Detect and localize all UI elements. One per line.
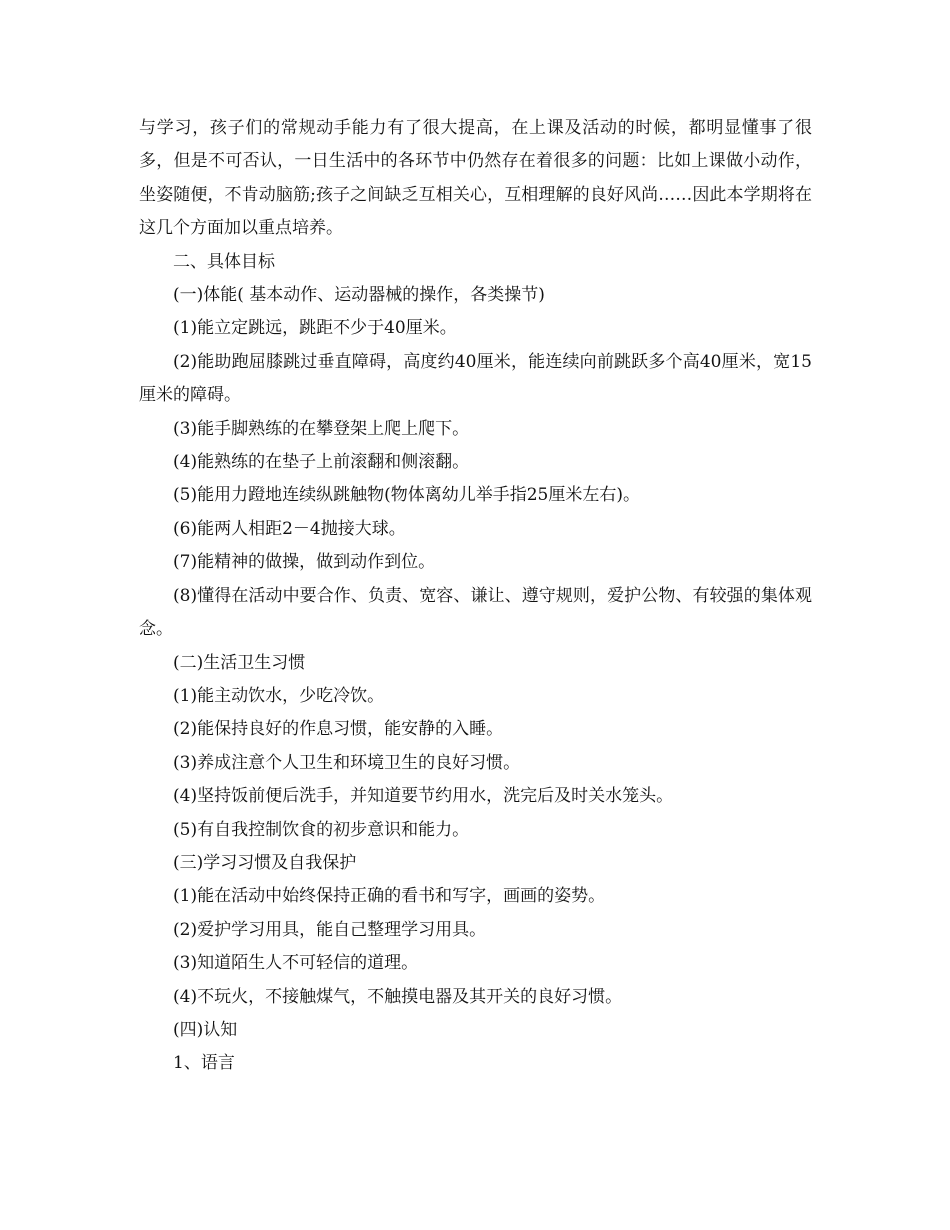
list-item: (3)知道陌生人不可轻信的道理。 [173, 953, 419, 974]
subsection-heading-hygiene: (二)生活卫生习惯 [173, 652, 306, 673]
subsection-heading-study-habits: (三)学习习惯及自我保护 [173, 852, 357, 873]
subsection-heading-cognition: (四)认知 [173, 1019, 238, 1040]
list-item: (2)能助跑屈膝跳过垂直障碍，高度约40厘米，能连续向前跳跃多个高40厘米，宽15厘米的障碍。 [139, 351, 812, 406]
list-item: (8)懂得在活动中要合作、负责、宽容、谦让、遵守规则，爱护公物、有较强的集体观念。 [139, 585, 812, 640]
list-item: (5)能用力蹬地连续纵跳触物(物体离幼儿举手指25厘米左右)。 [173, 485, 640, 506]
subsection-heading-language: 1、语言 [173, 1053, 235, 1074]
list-item: (1)能在活动中始终保持正确的看书和写字，画画的姿势。 [173, 886, 606, 907]
list-item: (4)坚持饭前便后洗手，并知道要节约用水，洗完后及时关水笼头。 [173, 786, 674, 807]
list-item: (3)能手脚熟练的在攀登架上爬上爬下。 [173, 418, 470, 439]
list-item: (6)能两人相距2－4抛接大球。 [173, 518, 406, 539]
list-item: (7)能精神的做操，做到动作到位。 [173, 552, 436, 573]
document-body [139, 112, 812, 1081]
list-item: (1)能主动饮水，少吃冷饮。 [173, 685, 385, 706]
list-item: (4)不玩火，不接触煤气，不触摸电器及其开关的良好习惯。 [173, 986, 623, 1007]
paragraph-intro-continuation: 与学习，孩子们的常规动手能力有了很大提高，在上课及活动的时候，都明显懂事了很多，但是不可否认，一日生活中的各环节中仍然存在着很多的问题：比如上课做小动作，坐姿随便，不肯动脑筋;孩子之间缺乏互相关心，互相理解的良好风尚……因此本学期将在这几个方面加以重点培养。 [139, 118, 812, 239]
list-item: (5)有自我控制饮食的初步意识和能力。 [173, 819, 470, 840]
list-item: (1)能立定跳远，跳距不少于40厘米。 [173, 318, 457, 339]
subsection-heading-physical: (一)体能( 基本动作、运动器械的操作，各类操节) [173, 285, 545, 306]
list-item: (3)养成注意个人卫生和环境卫生的良好习惯。 [173, 752, 521, 773]
list-item: (2)能保持良好的作息习惯，能安静的入睡。 [173, 719, 504, 740]
section-heading-specific-goals: 二、具体目标 [173, 251, 275, 272]
list-item: (4)能熟练的在垫子上前滚翻和侧滚翻。 [173, 452, 470, 473]
list-item: (2)爱护学习用具，能自己整理学习用具。 [173, 919, 487, 940]
